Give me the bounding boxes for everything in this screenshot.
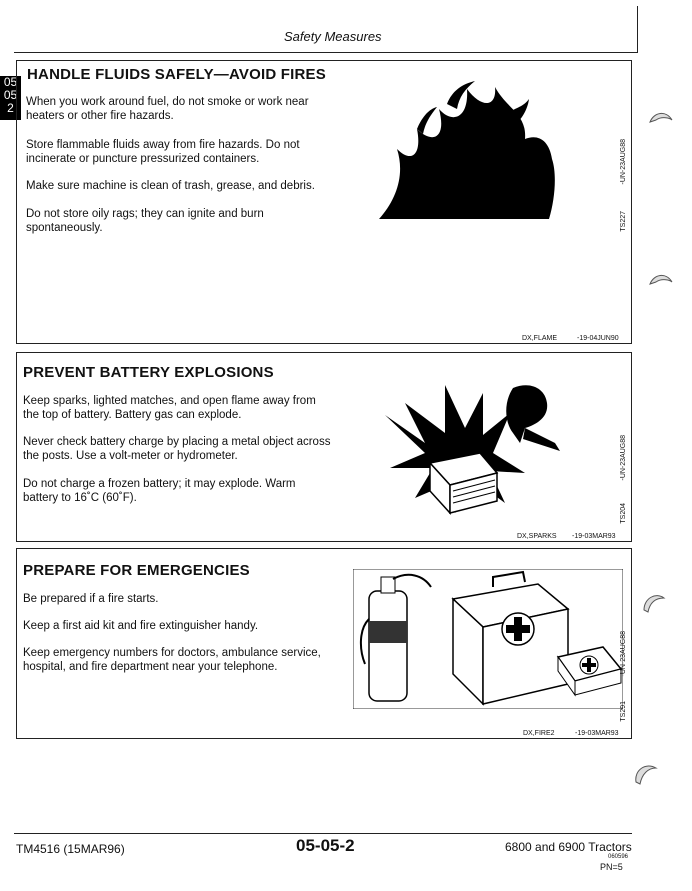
image-code: TS291 (620, 701, 627, 722)
section-title: HANDLE FLUIDS SAFELY—AVOID FIRES (27, 66, 326, 83)
footer-manual-id: TM4516 (15MAR96) (16, 842, 125, 856)
fire-extinguisher-icon (361, 575, 431, 701)
section-battery-explosions (16, 352, 632, 542)
footer-rule (14, 833, 632, 834)
paragraph: Do not charge a frozen battery; it may explode. Warm battery to 16˚C (60˚F). (23, 478, 296, 504)
reference-date: -19-03MAR93 (572, 533, 616, 540)
first-aid-kit-icon (453, 572, 568, 704)
battery-icon (430, 453, 497, 513)
image-code: -UN-23AUG88 (620, 631, 627, 677)
footer-pn: PN=5 (600, 862, 623, 872)
fire-extinguisher-first-aid-illustration (353, 569, 623, 709)
paragraph: Do not store oily rags; they can ignite and burn spontaneously. (26, 208, 264, 234)
paragraph: Store flammable fluids away from fire hazards. Do not incinerate or puncture pressurized containers. (26, 139, 300, 165)
reference-code: DX,SPARKS (517, 533, 557, 540)
section-tab-line-3: 2 (7, 101, 14, 115)
hand-icon (506, 385, 560, 451)
section-tab-line-2: 05 (3, 88, 18, 102)
paragraph: Make sure machine is clean of trash, grease, and debris. (26, 180, 315, 192)
page-curl-mark-icon (640, 592, 666, 618)
footer-small-code: 060596 (608, 854, 629, 860)
section-prepare-emergencies (16, 548, 632, 739)
flame-illustration (377, 79, 567, 224)
section-title: PREVENT BATTERY EXPLOSIONS (23, 364, 274, 381)
paragraph: Never check battery charge by placing a metal object across the posts. Use a volt-meter or hydrometer. (23, 436, 331, 462)
page-curl-mark-icon (648, 108, 674, 134)
image-code: -UN-23AUG88 (620, 435, 627, 481)
section-handle-fluids (16, 60, 632, 344)
page-curl-mark-icon (632, 762, 658, 788)
battery-explosion-illustration (385, 373, 565, 523)
small-first-aid-box-icon (558, 647, 621, 695)
image-code: -UN-23AUG88 (620, 139, 627, 185)
page-header-title: Safety Measures (284, 29, 382, 44)
paragraph: When you work around fuel, do not smoke or work near heaters or other fire hazards. (26, 96, 309, 122)
reference-code: DX,FIRE2 (523, 730, 555, 737)
reference-date: -19-04JUN90 (577, 335, 619, 342)
reference-date: -19-03MAR93 (575, 730, 619, 737)
image-code: TS227 (620, 211, 627, 232)
footer-model: 6800 and 6900 Tractors (505, 840, 632, 854)
paragraph: Be prepared if a fire starts. (23, 593, 159, 605)
paragraph: Keep emergency numbers for doctors, ambulance service, hospital, and fire department near your telephone. (23, 647, 321, 673)
reference-code: DX,FLAME (522, 335, 558, 342)
section-tab-line-1: 05 (3, 75, 18, 89)
paragraph: Keep sparks, lighted matches, and open flame away from the top of battery. Battery gas can explode. (23, 395, 316, 421)
section-title: PREPARE FOR EMERGENCIES (23, 562, 250, 579)
image-code: TS204 (620, 503, 627, 524)
page-curl-mark-icon (648, 270, 674, 296)
footer-page-number: 05-05-2 (296, 836, 355, 855)
paragraph: Keep a first aid kit and fire extinguisher handy. (23, 620, 259, 632)
